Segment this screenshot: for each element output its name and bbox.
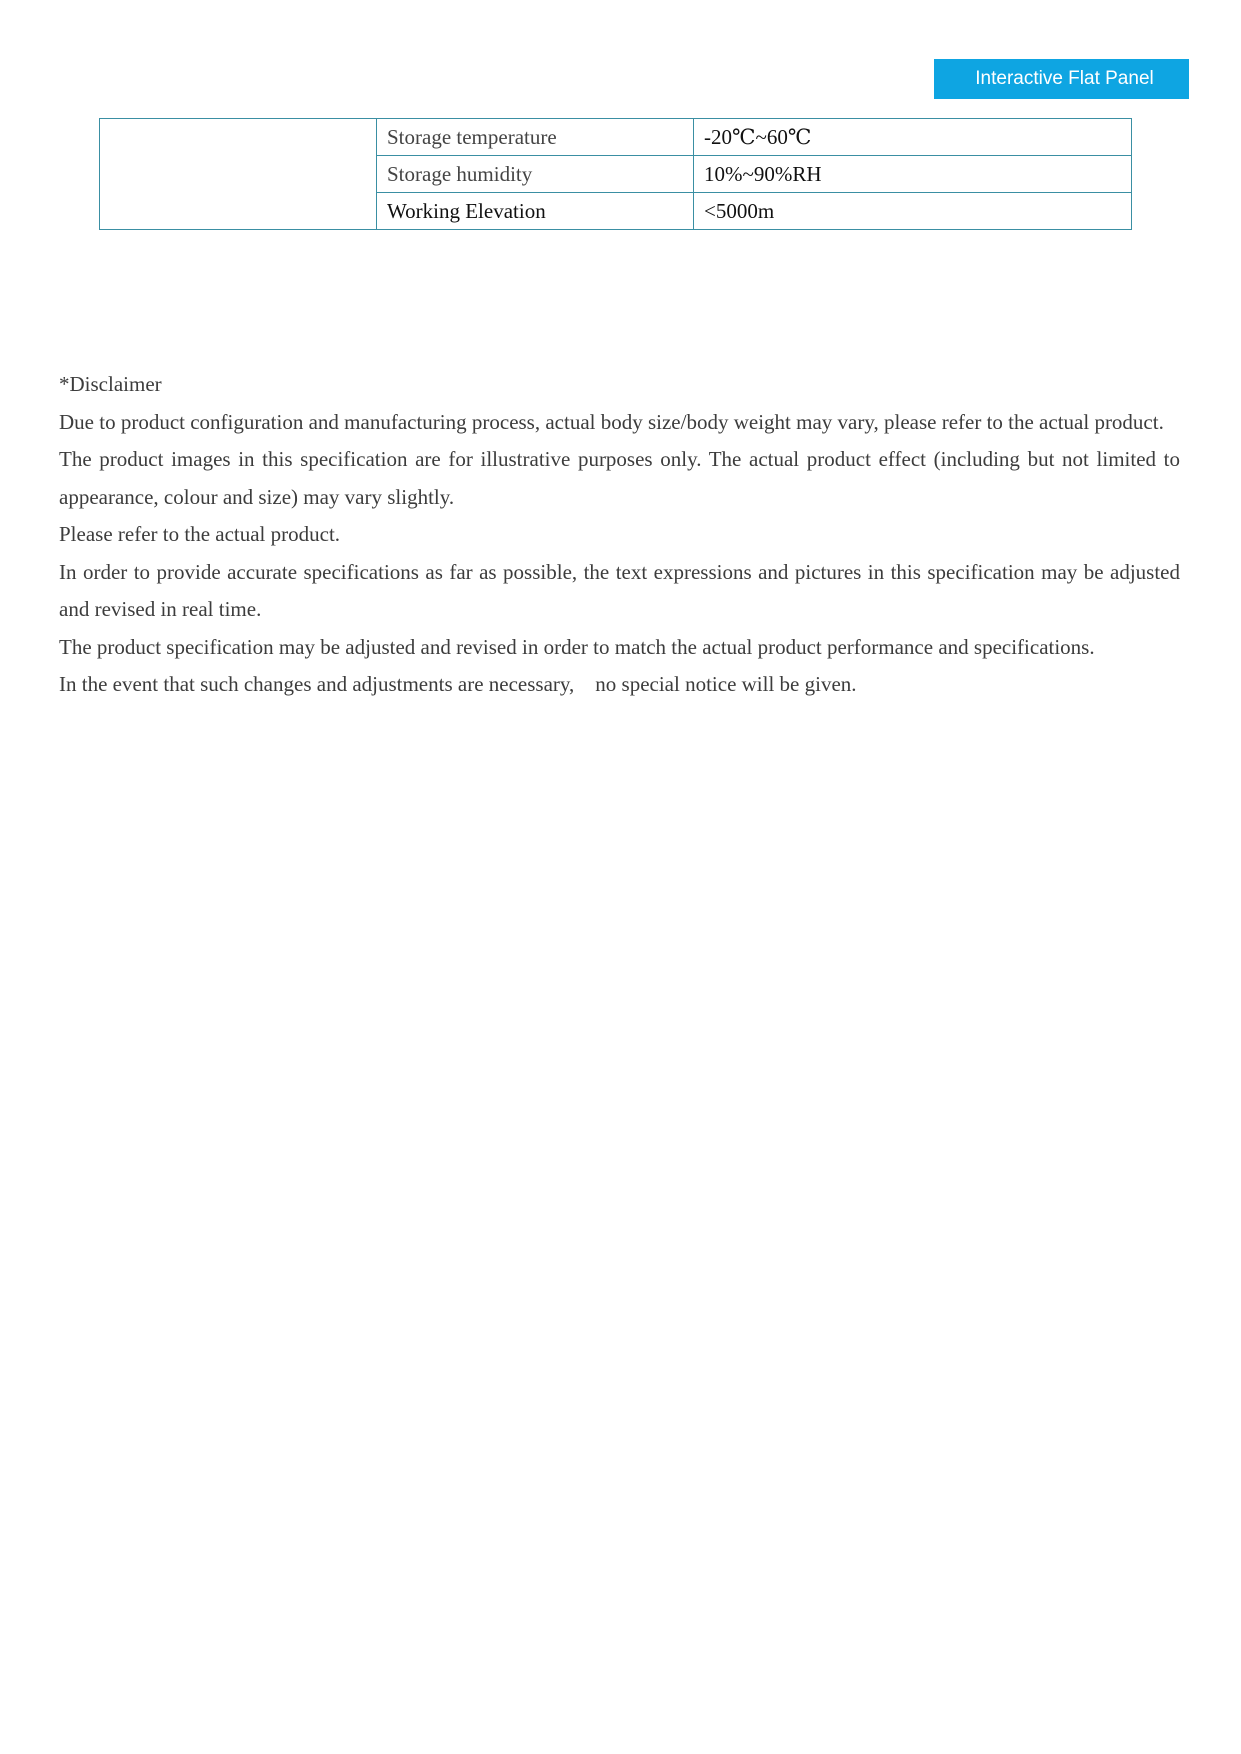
spec-label: Storage humidity [377,156,694,193]
spec-group-cell [100,119,377,230]
disclaimer-paragraph: The product images in this specification are for illustrative purposes only. The actual product effect (including but not limited to appearance, colour and size) may vary slightly. [59,447,1180,509]
spec-label: Storage temperature [377,119,694,156]
disclaimer-paragraph: In order to provide accurate specifications as far as possible, the text expressions and pictures in this specification may be adjusted and revised in real time. [59,559,1180,621]
disclaimer-paragraph: Please refer to the actual product. [59,522,341,546]
disclaimer-paragraph: In the event that such changes and adjustments are necessary, no special notice will be given. [59,672,857,696]
spec-value: <5000m [694,193,1132,230]
disclaimer-paragraph: The product specification may be adjusted and revised in order to match the actual product performance and specifications. [59,634,1095,659]
header-badge: Interactive Flat Panel [934,59,1189,99]
spec-label: Working Elevation [377,193,694,230]
disclaimer-title: *Disclaimer [59,372,162,396]
spec-value: -20℃~60℃ [694,119,1132,156]
disclaimer-section [59,366,1180,704]
table-row [100,119,1132,156]
disclaimer-paragraph: Due to product configuration and manufacturing process, actual body size/body weight may vary, please refer to the actual product. [59,409,1164,434]
spec-table [99,118,1132,230]
spec-value: 10%~90%RH [694,156,1132,193]
